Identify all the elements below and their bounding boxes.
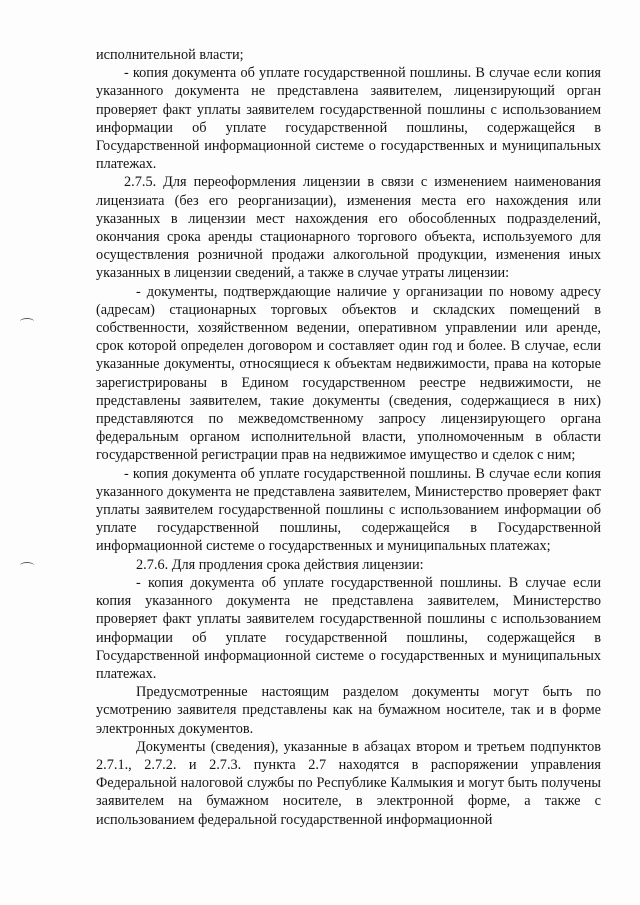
- paragraph-continuation: исполнительной власти;: [96, 47, 244, 63]
- scan-margin-mark: [20, 318, 34, 325]
- paragraph-fee-copy-extension: - копия документа об уплате государственной пошлины. В случае если копия указанного документа не представлена заявителем, Министерство проверяет факт уплаты заявителем государственной пошлины с использованием информации об уплате государственной пошлины, содержащейся в Государственной информационной системе о государственных и муниципальных платежах.: [96, 574, 601, 682]
- scan-margin-mark: [20, 562, 34, 569]
- paragraph-tax-service-documents: Документы (сведения), указанные в абзацах втором и третьем подпунктов 2.7.1., 2.7.2. и 2.7.3. пункта 2.7 находятся в распоряжении управления Федеральной налоговой службы по Республике Калмыкия и могут быть получены заявителем на бумажном носителе, в электронной форме, а также с использованием федеральной государственной информационной: [96, 738, 601, 828]
- paragraph-fee-copy-ministry: - копия документа об уплате государственной пошлины. В случае если копия указанного документа не представлена заявителем, Министерство проверяет факт уплаты заявителем государственной пошлины с использованием информации об уплате государственной пошлины, содержащейся в Государственной информационной системе о государственных и муниципальных платежах;: [96, 465, 601, 555]
- paragraph-2-7-6: 2.7.6. Для продления срока действия лицензии:: [136, 556, 424, 573]
- paragraph-2-7-5: 2.7.5. Для переоформления лицензии в связи с изменением наименования лицензиата (без его реорганизации), изменения места его нахождения или указанных в лицензии мест нахождения его обособленных подразделений, окончания срока аренды стационарного торгового объекта, используемого для осуществления розничной продажи алкогольной продукции, изменения иных указанных в лицензии сведений, а также в случае утраты лицензии:: [96, 174, 601, 282]
- paragraph-submission-forms: Предусмотренные настоящим разделом документы могут быть по усмотрению заявителя представлены как на бумажном носителе, так и в форме электронных документов.: [96, 684, 601, 737]
- paragraph-fee-copy: - копия документа об уплате государственной пошлины. В случае если копия указанного документа не представлена заявителем, лицензирующий орган проверяет факт уплаты заявителем государственной пошлины с использованием информации об уплате государственной пошлины, содержащейся в Государственной информационной системе о государственных и муниципальных платежах.: [96, 65, 601, 173]
- document-body: [96, 46, 601, 829]
- paragraph-documents-new-address: - документы, подтверждающие наличие у организации по новому адресу (адресам) стационарных торговых объектов и складских помещений в собственности, хозяйственном ведении, оперативном управлении или аренде, срок которой определен договором и составляет один год и более. В случае, если указанные документы, относящиеся к объектам недвижимости, права на которые зарегистрированы в Едином государственном реестре недвижимости, не представлены заявителем, такие документы (сведения, содержащиеся в них) представляются по межведомственному запросу лицензирующего органа федеральным органом исполнительной власти, уполномоченным в области государственной регистрации прав на недвижимое имущество и сделок с ним;: [96, 283, 601, 464]
